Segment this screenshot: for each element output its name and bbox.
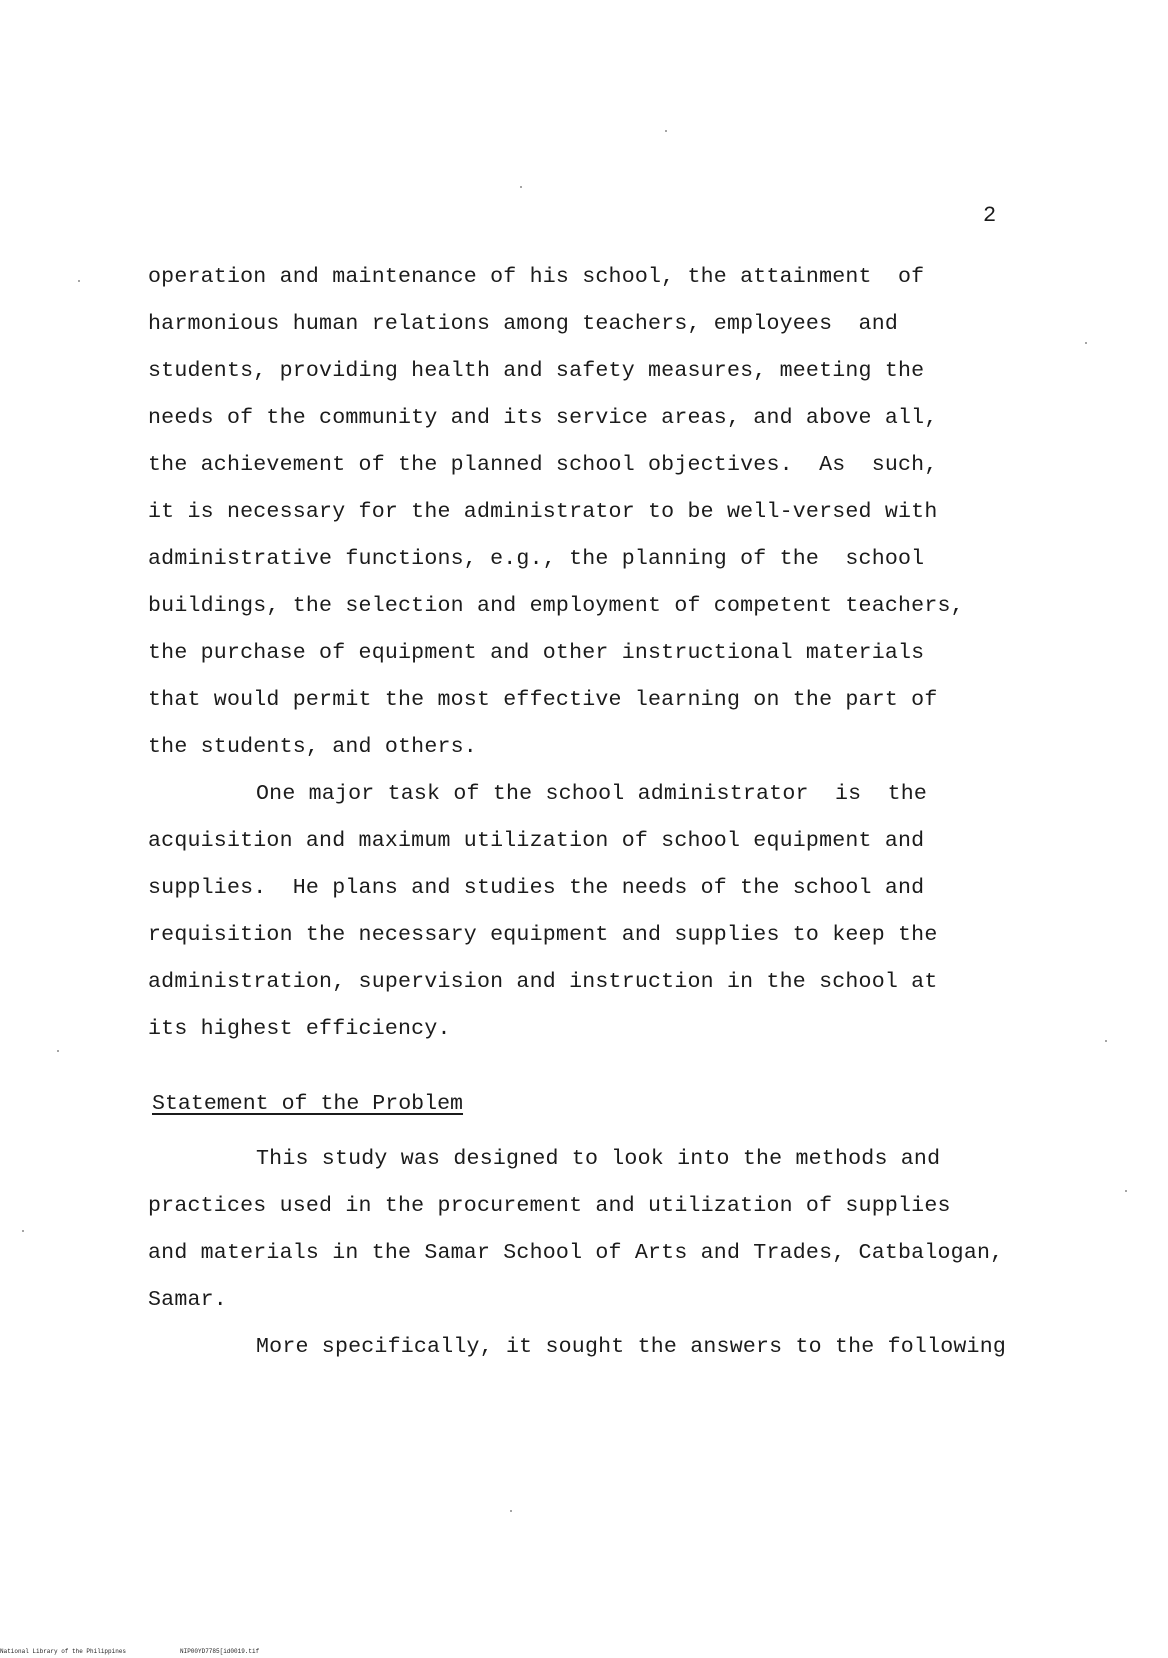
body-text-line: operation and maintenance of his school, the attainment of bbox=[148, 265, 925, 289]
body-text-line: it is necessary for the administrator to be well-versed with bbox=[148, 500, 938, 524]
body-text-line: students, providing health and safety measures, meeting the bbox=[148, 359, 925, 383]
body-text-line: harmonious human relations among teachers, employees and bbox=[148, 312, 899, 336]
body-text-line: the purchase of equipment and other instructional materials bbox=[148, 641, 925, 665]
scan-speck bbox=[1105, 1040, 1107, 1042]
body-text-line: administration, supervision and instruction in the school at bbox=[148, 970, 938, 994]
scan-speck bbox=[78, 280, 80, 282]
scan-speck bbox=[22, 1230, 24, 1232]
body-text-line: the students, and others. bbox=[148, 735, 477, 759]
body-text-line: that would permit the most effective learning on the part of bbox=[148, 688, 938, 712]
page-number: 2 bbox=[983, 203, 997, 228]
body-text-line: buildings, the selection and employment of competent teachers, bbox=[148, 594, 964, 618]
scan-speck bbox=[665, 130, 667, 132]
footer-library: National Library of the Philippines bbox=[0, 1648, 127, 1655]
body-text-line: requisition the necessary equipment and supplies to keep the bbox=[148, 923, 938, 947]
body-text-line: administrative functions, e.g., the planning of the school bbox=[148, 547, 925, 571]
body-text-line: Samar. bbox=[148, 1288, 227, 1312]
body-text-line: This study was designed to look into the methods and bbox=[256, 1147, 941, 1171]
scan-speck bbox=[1125, 1190, 1127, 1192]
body-text-line: acquisition and maximum utilization of school equipment and bbox=[148, 829, 925, 853]
body-text-line: the achievement of the planned school objectives. As such, bbox=[148, 453, 938, 477]
scan-speck bbox=[520, 186, 522, 188]
body-text-line: More specifically, it sought the answers to the following bbox=[256, 1335, 1007, 1359]
scan-speck bbox=[57, 1050, 59, 1052]
body-text-line: supplies. He plans and studies the needs of the school and bbox=[148, 876, 925, 900]
scan-speck bbox=[1085, 342, 1087, 344]
body-text-line: needs of the community and its service areas, and above all, bbox=[148, 406, 938, 430]
body-text-line: practices used in the procurement and utilization of supplies bbox=[148, 1194, 951, 1218]
footer-file-id: NIP00YD7785[id0019.tif bbox=[180, 1648, 260, 1655]
body-text-line: One major task of the school administrator is the bbox=[256, 782, 928, 806]
body-text-line: and materials in the Samar School of Arts and Trades, Catbalogan, bbox=[148, 1241, 1004, 1265]
section-heading: Statement of the Problem bbox=[152, 1092, 464, 1116]
body-text-line: its highest efficiency. bbox=[148, 1017, 451, 1041]
scan-speck bbox=[510, 1510, 512, 1512]
